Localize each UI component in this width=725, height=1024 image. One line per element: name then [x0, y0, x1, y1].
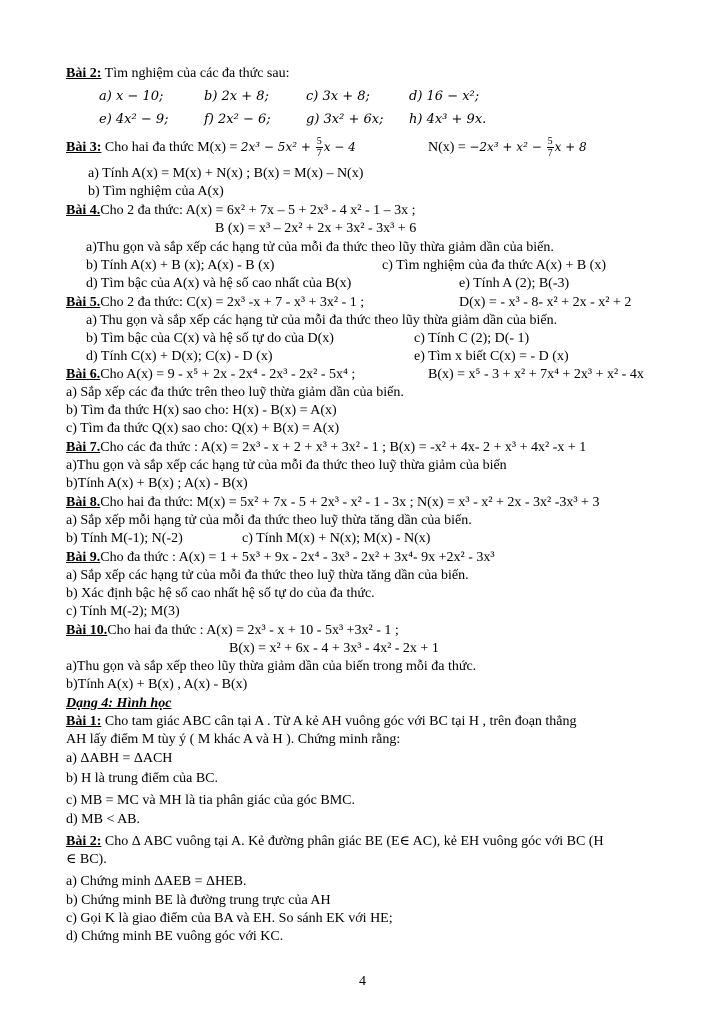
- bai4-b: b) Tính A(x) + B (x); A(x) - B (x): [86, 258, 275, 273]
- bai7-heading: [66, 440, 691, 456]
- bai9-title: Bài 9.: [66, 550, 101, 565]
- bai3-m-part2: x − 4: [323, 140, 356, 154]
- bai7-b: b)Tính A(x) + B(x) ; A(x) - B(x): [66, 476, 248, 491]
- page-number: 4: [359, 974, 366, 989]
- hh2-a: a) Chứng minh ΔAEB = ΔHEB.: [66, 874, 247, 889]
- bai10-b-poly: B(x) = x² + 6x - 4 + 3x³ - 4x² - 2x + 1: [229, 641, 439, 656]
- bai5-a: a) Thu gọn và sắp xếp các hạng tử của mỗi đa thức theo lũy thừa giảm dần của biến.: [86, 313, 558, 328]
- bai6-a: a) Sắp xếp các đa thức trên theo luỹ thừa giảm dần của biến.: [66, 385, 404, 400]
- bai5-c: c) Tính C (2); D(- 1): [414, 331, 530, 346]
- bai5-b-row: [86, 331, 691, 347]
- bai2-text: Tìm nghiệm của các đa thức sau:: [101, 66, 290, 81]
- bai2-heading: [66, 66, 691, 82]
- bai3-b: b) Tìm nghiệm của A(x): [88, 184, 224, 199]
- bai10-text: Cho hai đa thức : A(x) = 2x³ - x + 10 - 5x³ +3x² - 1 ;: [107, 623, 399, 638]
- bai3-n-label: N(x) =: [428, 140, 470, 155]
- hh1-heading: [66, 714, 691, 730]
- bai4-e: e) Tính A (2); B(-3): [459, 276, 570, 291]
- bai4-text: Cho 2 đa thức: A(x) = 6x² + 7x – 5 + 2x³ - 4 x² - 1 – 3x ;: [100, 203, 416, 218]
- bai5-title: Bài 5.: [66, 295, 101, 310]
- hh1-a: a) ΔABH = ΔACH: [66, 751, 173, 766]
- bai5-e: e) Tìm x biết C(x) = - D (x): [414, 349, 569, 364]
- bai2-b: b) 2x + 8;: [204, 89, 269, 104]
- bai2-h: h) 4x³ + 9x.: [409, 112, 487, 127]
- hh1-title: Bài 1:: [66, 714, 102, 729]
- bai7-a: a)Thu gọn và sắp xếp các hạng tử của mỗi đa thức theo luỹ thừa giảm của biến: [66, 458, 507, 473]
- bai3-heading: [66, 134, 691, 161]
- bai6-heading: [66, 367, 691, 383]
- bai8-b-row: [66, 531, 691, 547]
- bai2-d: d) 16 − x²;: [409, 89, 480, 104]
- bai9-a: a) Sắp xếp các hạng tử của mỗi đa thức theo luỹ thừa tăng dần của biến.: [66, 568, 469, 583]
- bai2-f: f) 2x² − 6;: [204, 112, 271, 127]
- bai2-a: a) x − 10;: [99, 89, 164, 104]
- hh1-c: c) MB = MC và MH là tia phân giác của góc BMC.: [66, 793, 356, 808]
- bai4-b-poly: B (x) = x³ – 2x² + 2x + 3x² - 3x³ + 6: [215, 221, 417, 236]
- bai3-title: Bài 3:: [66, 140, 102, 155]
- hh2-b: b) Chứng minh BE là đường trung trực của AH: [66, 893, 331, 908]
- bai5-heading: [66, 295, 691, 311]
- bai4-a: a)Thu gọn và sắp xếp các hạng tử của mỗi đa thức theo lũy thừa giảm dần của biến.: [86, 240, 554, 255]
- bai10-heading: [66, 623, 691, 639]
- bai8-b: b) Tính M(-1); N(-2): [66, 531, 183, 546]
- bai3-m-fraction: [316, 136, 323, 159]
- bai3-n-frac-num: 5: [547, 136, 553, 148]
- bai10-b: b)Tính A(x) + B(x) , A(x) - B(x): [66, 677, 248, 692]
- bai2-e: e) 4x² − 9;: [99, 112, 169, 127]
- bai9-b: b) Xác định bậc hệ số cao nhất hệ số tự do của đa thức.: [66, 586, 375, 601]
- bai6-text: Cho A(x) = 9 - x⁵ + 2x - 2x⁴ - 2x³ - 2x² - 5x⁴ ;: [100, 367, 356, 382]
- bai5-text: Cho 2 đa thức: C(x) = 2x³ -x + 7 - x³ + 3x² - 1 ;: [100, 295, 365, 310]
- bai3-n-part2: x + 8: [554, 140, 587, 154]
- bai8-text: Cho hai đa thức: M(x) = 5x² + 7x - 5 + 2x³ - x² - 1 - 3x ; N(x) = x³ - x² + 2x - 3x² -3x³ + 3: [100, 495, 600, 510]
- bai3-m-frac-num: 5: [316, 136, 322, 148]
- hh2-title: Bài 2:: [66, 834, 102, 849]
- bai8-c: c) Tính M(x) + N(x); M(x) - N(x): [242, 531, 431, 546]
- hh2-d: d) Chứng minh BE vuông góc với KC.: [66, 929, 284, 944]
- bai7-title: Bài 7.: [66, 440, 101, 455]
- bai3-n-fraction: [547, 136, 554, 159]
- bai6-title: Bài 6.: [66, 367, 101, 382]
- bai10-title: Bài 10.: [66, 623, 108, 638]
- hh1-text: Cho tam giác ABC cân tại A . Từ A kẻ AH vuông góc với BC tại H , trên đoạn thẳng: [101, 714, 577, 729]
- bai2-title: Bài 2:: [66, 66, 102, 81]
- bai3-text: Cho hai đa thức M(x) =: [101, 140, 241, 155]
- bai4-heading: [66, 203, 691, 219]
- bai2-g: g) 3x² + 6x;: [306, 112, 384, 127]
- dang4-title: Dạng 4: Hình học: [66, 696, 172, 711]
- bai6-b: b) Tìm đa thức H(x) sao cho: H(x) - B(x) = A(x): [66, 403, 337, 418]
- bai4-title: Bài 4.: [66, 203, 101, 218]
- bai9-text: Cho đa thức : A(x) = 1 + 5x³ + 9x - 2x⁴ - 3x³ - 2x² + 3x⁴- 9x +2x² - 3x³: [100, 550, 495, 565]
- bai4-c: c) Tìm nghiệm của đa thức A(x) + B (x): [382, 258, 606, 273]
- dang4-heading: [66, 696, 691, 712]
- hh1-d: d) MB < AB.: [66, 812, 141, 827]
- bai9-heading: [66, 550, 691, 566]
- bai3-m-part1: 2x³ − 5x² +: [240, 140, 315, 154]
- bai7-text: Cho các đa thức : A(x) = 2x³ - x + 2 + x³ + 3x² - 1 ; B(x) = -x² + 4x- 2 + x³ + 4x² -x + 1: [100, 440, 587, 455]
- bai6-b-poly: B(x) = x⁵ - 3 + x² + 7x⁴ + 2x³ + x² - 4x: [428, 367, 644, 382]
- bai10-a: a)Thu gọn và sắp xếp theo lũy thừa giảm dần của biến trong mỗi đa thức.: [66, 659, 477, 674]
- bai5-d-row: [86, 349, 691, 365]
- bai4-d: d) Tìm bậc của A(x) và hệ số cao nhất của B(x): [86, 276, 352, 291]
- hh1-text2: AH lấy điểm M tùy ý ( M khác A và H ). Chứng minh rằng:: [66, 732, 401, 747]
- bai2-c: c) 3x + 8;: [306, 89, 370, 104]
- hh2-heading: [66, 834, 691, 850]
- bai4-b-row: [86, 258, 691, 274]
- bai3-m-frac-den: 7: [316, 148, 322, 160]
- bai5-b: b) Tìm bậc của C(x) và hệ số tự do của D(x): [86, 331, 334, 346]
- bai4-d-row: [86, 276, 691, 292]
- bai5-d: d) Tính C(x) + D(x); C(x) - D (x): [86, 349, 273, 364]
- bai5-d-poly: D(x) = - x³ - 8- x² + 2x - x² + 2: [459, 295, 632, 310]
- hh1-b: b) H là trung điểm của BC.: [66, 771, 219, 786]
- bai8-heading: [66, 495, 691, 511]
- hh2-c: c) Gọi K là giao điểm của BA và EH. So sánh EK với HE;: [66, 911, 393, 926]
- bai8-title: Bài 8.: [66, 495, 101, 510]
- bai8-a: a) Sắp xếp mỗi hạng tử của mỗi đa thức theo luỹ thừa tăng dần của biến.: [66, 513, 472, 528]
- bai3-n-expr: [428, 134, 587, 161]
- bai3-n-frac-den: 7: [547, 148, 553, 160]
- bai6-c: c) Tìm đa thức Q(x) sao cho: Q(x) + B(x) = A(x): [66, 421, 340, 436]
- hh2-text2: ∈ BC).: [66, 852, 107, 867]
- bai9-c: c) Tính M(-2); M(3): [66, 604, 180, 619]
- hh2-text: Cho Δ ABC vuông tại A. Kẻ đường phân giác BE (E∈ AC), kẻ EH vuông góc với BC (H: [101, 834, 604, 849]
- bai3-n-part1: −2x³ + x² −: [469, 140, 546, 154]
- bai3-a: a) Tính A(x) = M(x) + N(x) ; B(x) = M(x) – N(x): [88, 166, 364, 181]
